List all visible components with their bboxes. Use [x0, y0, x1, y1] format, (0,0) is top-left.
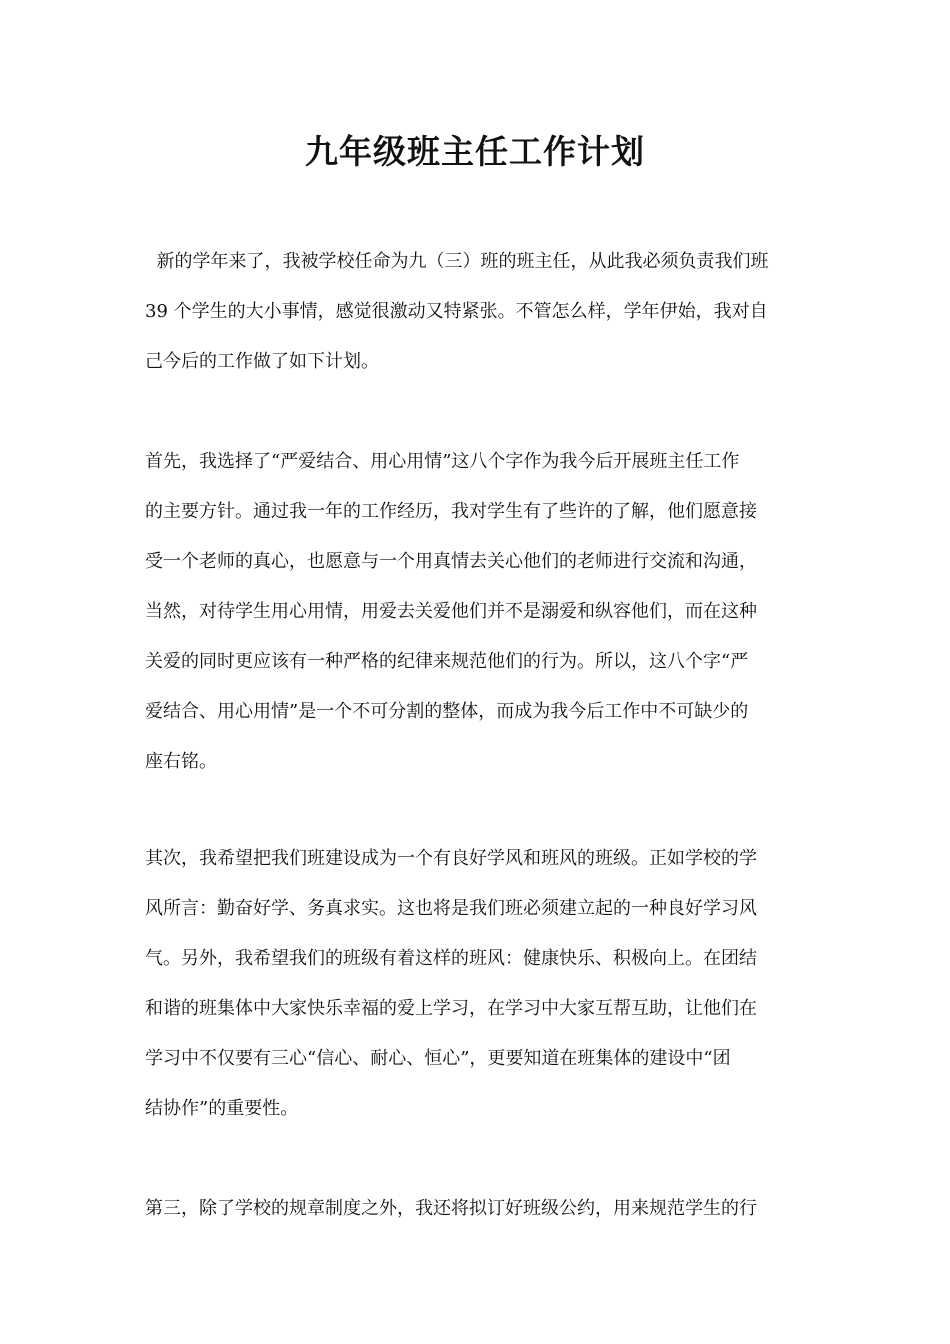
paragraph-second [145, 834, 807, 1134]
paragraph-line: 第三，除了学校的规章制度之外，我还将拟订好班级公约，用来规范学生的行 [145, 1198, 757, 1219]
paragraph-line: 的主要方针。通过我一年的工作经历，我对学生有了些许的了解，他们愿意接 [145, 501, 757, 522]
paragraph-line: 爱结合、用心用情”是一个不可分割的整体，而成为我今后工作中不可缺少的 [145, 701, 749, 722]
paragraph-line: 首先，我选择了“严爱结合、用心用情”这八个字作为我今后开展班主任工作 [145, 451, 740, 472]
document-title: 九年级班主任工作计划 [305, 132, 645, 171]
paragraph-line: 当然，对待学生用心用情，用爱去关爱他们并不是溺爱和纵容他们，而在这种 [145, 601, 757, 622]
paragraph-line: 风所言：勤奋好学、务真求实。这也将是我们班必须建立起的一种良好学习风 [145, 898, 757, 919]
paragraph-intro [145, 237, 807, 387]
paragraph-line: 39 个学生的大小事情，感觉很激动又特紧张。不管怎么样，学年伊始，我对自 [145, 301, 768, 322]
paragraph-line: 座右铭。 [145, 751, 217, 772]
paragraph-line: 受一个老师的真心，也愿意与一个用真情去关心他们的老师进行交流和沟通， [145, 551, 757, 572]
paragraph-line: 气。另外，我希望我们的班级有着这样的班风：健康快乐、积极向上。在团结 [145, 948, 757, 969]
paragraph-first [145, 437, 807, 787]
paragraph-line: 其次，我希望把我们班建设成为一个有良好学风和班风的班级。正如学校的学 [145, 848, 757, 869]
paragraph-line: 学习中不仅要有三心“信心、耐心、恒心”，更要知道在班集体的建设中“团 [145, 1048, 731, 1069]
paragraph-line: 新的学年来了，我被学校任命为九（三）班的班主任，从此我必须负责我们班 [145, 251, 769, 272]
paragraph-line: 结协作”的重要性。 [145, 1098, 299, 1119]
paragraph-line: 关爱的同时更应该有一种严格的纪律来规范他们的行为。所以，这八个字“严 [145, 651, 749, 672]
paragraph-line: 和谐的班集体中大家快乐幸福的爱上学习，在学习中大家互帮互助，让他们在 [145, 998, 757, 1019]
paragraph-third [145, 1184, 807, 1234]
paragraph-line: 己今后的工作做了如下计划。 [145, 351, 379, 372]
